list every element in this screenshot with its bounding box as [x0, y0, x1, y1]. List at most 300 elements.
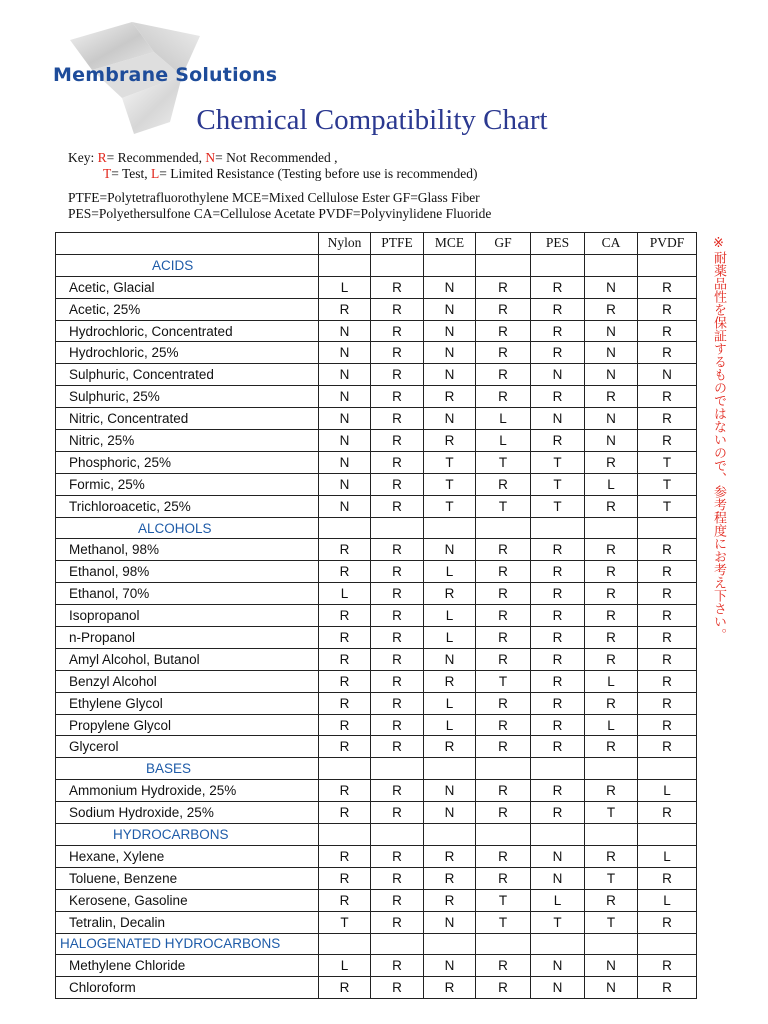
rating-cell: R: [638, 561, 697, 583]
chemical-row: [56, 648, 697, 670]
rating-cell: R: [531, 386, 585, 408]
legend-l-text: = Limited Resistance (Testing before use is recommended): [159, 166, 478, 181]
rating-cell: R: [476, 320, 531, 342]
chemical-name: Phosphoric, 25%: [56, 451, 319, 473]
empty-cell: [476, 517, 531, 539]
rating-cell: R: [371, 561, 424, 583]
chemical-name: Kerosene, Gasoline: [56, 889, 319, 911]
rating-cell: R: [638, 342, 697, 364]
rating-cell: R: [371, 320, 424, 342]
rating-cell: R: [424, 889, 476, 911]
rating-cell: R: [371, 955, 424, 977]
rating-cell: R: [638, 670, 697, 692]
rating-cell: R: [319, 977, 371, 999]
rating-cell: R: [476, 845, 531, 867]
rating-cell: R: [585, 583, 638, 605]
rating-cell: R: [476, 780, 531, 802]
compatibility-table: [55, 232, 697, 999]
rating-cell: N: [424, 276, 476, 298]
rating-cell: R: [531, 736, 585, 758]
rating-cell: R: [476, 298, 531, 320]
chemical-name: Nitric, Concentrated: [56, 408, 319, 430]
abbreviations-line-1: PTFE=Polytetrafluorothylene MCE=Mixed Cellulose Ester GF=Glass Fiber: [68, 190, 480, 205]
chemical-name: Sulphuric, Concentrated: [56, 364, 319, 386]
column-header: Nylon: [319, 233, 371, 255]
rating-cell: T: [476, 911, 531, 933]
rating-cell: N: [585, 342, 638, 364]
rating-cell: R: [319, 605, 371, 627]
rating-cell: L: [319, 955, 371, 977]
rating-cell: R: [476, 539, 531, 561]
empty-cell: [585, 758, 638, 780]
rating-cell: L: [531, 889, 585, 911]
empty-cell: [476, 824, 531, 846]
empty-cell: [424, 517, 476, 539]
rating-cell: L: [424, 714, 476, 736]
empty-cell: [476, 758, 531, 780]
rating-cell: R: [638, 320, 697, 342]
abbreviations: [68, 190, 491, 222]
rating-cell: L: [638, 845, 697, 867]
rating-cell: T: [531, 495, 585, 517]
rating-cell: R: [585, 736, 638, 758]
rating-cell: N: [424, 802, 476, 824]
rating-cell: R: [371, 648, 424, 670]
rating-cell: N: [585, 977, 638, 999]
chemical-row: [56, 889, 697, 911]
rating-cell: R: [531, 539, 585, 561]
empty-cell: [638, 933, 697, 955]
rating-cell: R: [585, 627, 638, 649]
rating-cell: N: [319, 320, 371, 342]
rating-cell: R: [638, 276, 697, 298]
rating-cell: R: [531, 714, 585, 736]
empty-cell: [371, 517, 424, 539]
rating-cell: L: [424, 692, 476, 714]
rating-cell: R: [371, 605, 424, 627]
chemical-name: Trichloroacetic, 25%: [56, 495, 319, 517]
legend-n-letter: N: [205, 150, 216, 165]
rating-cell: L: [319, 583, 371, 605]
rating-cell: R: [424, 430, 476, 452]
rating-cell: R: [531, 802, 585, 824]
chemical-row: [56, 670, 697, 692]
rating-cell: R: [319, 780, 371, 802]
empty-cell: [319, 254, 371, 276]
rating-cell: R: [371, 495, 424, 517]
section-heading: HALOGENATED HYDROCARBONS: [56, 933, 319, 955]
rating-cell: N: [585, 430, 638, 452]
rating-cell: R: [476, 736, 531, 758]
rating-cell: N: [424, 539, 476, 561]
chemical-row: [56, 539, 697, 561]
rating-cell: N: [531, 364, 585, 386]
chemical-name: Ethanol, 70%: [56, 583, 319, 605]
rating-cell: R: [585, 561, 638, 583]
rating-cell: L: [476, 408, 531, 430]
rating-cell: T: [476, 889, 531, 911]
rating-cell: R: [638, 736, 697, 758]
rating-cell: R: [476, 473, 531, 495]
rating-cell: R: [424, 583, 476, 605]
rating-cell: R: [585, 539, 638, 561]
rating-cell: N: [585, 276, 638, 298]
rating-cell: T: [531, 451, 585, 473]
rating-cell: L: [638, 780, 697, 802]
rating-cell: R: [638, 430, 697, 452]
rating-cell: N: [585, 408, 638, 430]
rating-cell: R: [638, 648, 697, 670]
chemical-name: Acetic, Glacial: [56, 276, 319, 298]
rating-cell: N: [319, 364, 371, 386]
rating-cell: N: [424, 955, 476, 977]
empty-cell: [585, 933, 638, 955]
rating-cell: R: [371, 714, 424, 736]
rating-cell: R: [638, 298, 697, 320]
rating-cell: R: [371, 736, 424, 758]
rating-cell: R: [585, 780, 638, 802]
chemical-name: Propylene Glycol: [56, 714, 319, 736]
rating-cell: T: [585, 867, 638, 889]
chemical-name: Acetic, 25%: [56, 298, 319, 320]
rating-cell: R: [371, 977, 424, 999]
rating-cell: R: [638, 802, 697, 824]
rating-cell: T: [638, 495, 697, 517]
empty-cell: [531, 933, 585, 955]
rating-cell: R: [531, 780, 585, 802]
rating-cell: N: [319, 430, 371, 452]
rating-cell: R: [476, 561, 531, 583]
rating-cell: N: [319, 473, 371, 495]
rating-cell: R: [476, 802, 531, 824]
page-title: Chemical Compatibility Chart: [196, 104, 548, 136]
rating-cell: R: [476, 977, 531, 999]
empty-cell: [319, 933, 371, 955]
empty-cell: [585, 824, 638, 846]
rating-cell: T: [424, 451, 476, 473]
side-note-japanese: ※耐薬品性を保証するものではないので、参考程度にお考え下さい。: [711, 236, 726, 641]
chemical-row: [56, 605, 697, 627]
rating-cell: L: [585, 473, 638, 495]
rating-cell: R: [319, 802, 371, 824]
rating-cell: R: [638, 867, 697, 889]
rating-cell: R: [319, 670, 371, 692]
header-blank-cell: [56, 233, 319, 255]
rating-cell: R: [371, 627, 424, 649]
rating-cell: R: [424, 977, 476, 999]
rating-cell: R: [585, 451, 638, 473]
chemical-name: n-Propanol: [56, 627, 319, 649]
rating-cell: N: [424, 911, 476, 933]
column-header: GF: [476, 233, 531, 255]
section-row: [56, 933, 697, 955]
chemical-row: [56, 867, 697, 889]
rating-cell: T: [638, 473, 697, 495]
chemical-name: Hydrochloric, Concentrated: [56, 320, 319, 342]
column-header: CA: [585, 233, 638, 255]
rating-cell: R: [371, 583, 424, 605]
chemical-name: Ethanol, 98%: [56, 561, 319, 583]
legend-line-2: [68, 166, 478, 182]
rating-cell: R: [371, 342, 424, 364]
rating-cell: R: [476, 955, 531, 977]
empty-cell: [371, 824, 424, 846]
rating-cell: R: [371, 276, 424, 298]
chemical-name: Tetralin, Decalin: [56, 911, 319, 933]
table-header-row: [56, 233, 697, 255]
rating-cell: R: [319, 627, 371, 649]
empty-cell: [585, 254, 638, 276]
empty-cell: [424, 254, 476, 276]
chemical-row: [56, 802, 697, 824]
rating-cell: N: [424, 648, 476, 670]
rating-cell: N: [319, 408, 371, 430]
empty-cell: [319, 517, 371, 539]
rating-cell: R: [371, 539, 424, 561]
chemical-name: Ammonium Hydroxide, 25%: [56, 780, 319, 802]
rating-cell: L: [424, 627, 476, 649]
rating-cell: R: [476, 342, 531, 364]
rating-cell: R: [319, 867, 371, 889]
rating-cell: R: [638, 605, 697, 627]
column-header: PVDF: [638, 233, 697, 255]
empty-cell: [319, 758, 371, 780]
empty-cell: [638, 758, 697, 780]
column-header: MCE: [424, 233, 476, 255]
rating-cell: R: [476, 276, 531, 298]
rating-cell: R: [371, 911, 424, 933]
rating-cell: R: [531, 670, 585, 692]
rating-cell: R: [319, 692, 371, 714]
chemical-row: [56, 736, 697, 758]
chemical-name: Chloroform: [56, 977, 319, 999]
rating-cell: T: [531, 911, 585, 933]
rating-cell: R: [371, 845, 424, 867]
rating-cell: N: [585, 364, 638, 386]
chemical-row: [56, 342, 697, 364]
chemical-name: Nitric, 25%: [56, 430, 319, 452]
rating-cell: R: [371, 451, 424, 473]
empty-cell: [319, 824, 371, 846]
chemical-row: [56, 714, 697, 736]
chemical-name: Sodium Hydroxide, 25%: [56, 802, 319, 824]
rating-cell: R: [531, 430, 585, 452]
rating-cell: R: [319, 714, 371, 736]
empty-cell: [371, 254, 424, 276]
empty-cell: [531, 254, 585, 276]
empty-cell: [424, 824, 476, 846]
chemical-row: [56, 583, 697, 605]
rating-cell: L: [476, 430, 531, 452]
rating-cell: R: [371, 386, 424, 408]
section-row: [56, 758, 697, 780]
rating-cell: R: [371, 780, 424, 802]
rating-cell: R: [319, 298, 371, 320]
rating-cell: T: [638, 451, 697, 473]
rating-cell: R: [371, 867, 424, 889]
empty-cell: [531, 824, 585, 846]
empty-cell: [371, 758, 424, 780]
rating-cell: N: [585, 955, 638, 977]
rating-cell: T: [424, 473, 476, 495]
empty-cell: [585, 517, 638, 539]
rating-cell: N: [424, 364, 476, 386]
rating-cell: R: [319, 736, 371, 758]
chemical-name: Formic, 25%: [56, 473, 319, 495]
empty-cell: [424, 758, 476, 780]
rating-cell: R: [424, 736, 476, 758]
rating-cell: R: [476, 583, 531, 605]
rating-cell: R: [638, 386, 697, 408]
rating-cell: T: [476, 495, 531, 517]
legend-t-letter: T: [103, 166, 112, 181]
empty-cell: [476, 933, 531, 955]
chemical-row: [56, 473, 697, 495]
rating-cell: N: [531, 408, 585, 430]
rating-cell: R: [585, 495, 638, 517]
chemical-name: Hydrochloric, 25%: [56, 342, 319, 364]
column-header: PTFE: [371, 233, 424, 255]
chemical-row: [56, 627, 697, 649]
rating-cell: R: [476, 714, 531, 736]
rating-cell: N: [319, 495, 371, 517]
rating-cell: R: [424, 867, 476, 889]
chemical-row: [56, 911, 697, 933]
rating-cell: R: [638, 583, 697, 605]
rating-cell: L: [585, 670, 638, 692]
rating-cell: R: [531, 583, 585, 605]
chemical-row: [56, 386, 697, 408]
rating-cell: R: [371, 298, 424, 320]
chemical-name: Amyl Alcohol, Butanol: [56, 648, 319, 670]
rating-cell: R: [531, 298, 585, 320]
rating-cell: L: [424, 605, 476, 627]
rating-cell: R: [638, 714, 697, 736]
rating-cell: R: [371, 692, 424, 714]
rating-cell: N: [531, 977, 585, 999]
rating-cell: R: [371, 802, 424, 824]
rating-cell: L: [424, 561, 476, 583]
chemical-name: Ethylene Glycol: [56, 692, 319, 714]
rating-cell: L: [585, 714, 638, 736]
chemical-name: Methylene Chloride: [56, 955, 319, 977]
rating-cell: N: [531, 867, 585, 889]
chemical-row: [56, 495, 697, 517]
chemical-row: [56, 276, 697, 298]
rating-cell: R: [424, 670, 476, 692]
rating-cell: R: [371, 364, 424, 386]
legend-prefix: Key:: [68, 150, 95, 165]
empty-cell: [531, 517, 585, 539]
rating-cell: R: [585, 692, 638, 714]
rating-cell: R: [476, 648, 531, 670]
rating-cell: R: [319, 648, 371, 670]
column-header: PES: [531, 233, 585, 255]
rating-cell: R: [476, 364, 531, 386]
section-heading: ALCOHOLS: [56, 517, 319, 539]
empty-cell: [638, 824, 697, 846]
rating-cell: R: [531, 627, 585, 649]
rating-cell: R: [638, 955, 697, 977]
rating-cell: R: [585, 605, 638, 627]
rating-cell: R: [585, 386, 638, 408]
chemical-row: [56, 845, 697, 867]
rating-cell: N: [319, 451, 371, 473]
chemical-row: [56, 408, 697, 430]
legend-t-text: = Test,: [111, 166, 148, 181]
rating-cell: R: [531, 561, 585, 583]
rating-cell: N: [531, 845, 585, 867]
rating-cell: R: [371, 889, 424, 911]
rating-cell: R: [476, 692, 531, 714]
legend-l-letter: L: [151, 166, 160, 181]
rating-cell: R: [371, 430, 424, 452]
rating-cell: R: [585, 648, 638, 670]
empty-cell: [371, 933, 424, 955]
legend-r-text: = Recommended,: [106, 150, 202, 165]
rating-cell: N: [531, 955, 585, 977]
chemical-row: [56, 692, 697, 714]
section-row: [56, 517, 697, 539]
rating-cell: R: [319, 889, 371, 911]
section-row: [56, 254, 697, 276]
chemical-row: [56, 364, 697, 386]
rating-cell: T: [476, 451, 531, 473]
rating-cell: R: [424, 386, 476, 408]
rating-cell: R: [424, 845, 476, 867]
rating-cell: N: [424, 780, 476, 802]
chemical-row: [56, 780, 697, 802]
rating-cell: T: [424, 495, 476, 517]
rating-cell: R: [476, 867, 531, 889]
section-heading: HYDROCARBONS: [56, 824, 319, 846]
rating-cell: R: [371, 670, 424, 692]
rating-cell: N: [319, 342, 371, 364]
rating-cell: T: [585, 911, 638, 933]
rating-cell: T: [531, 473, 585, 495]
rating-cell: R: [476, 627, 531, 649]
chemical-name: Sulphuric, 25%: [56, 386, 319, 408]
rating-cell: R: [531, 648, 585, 670]
rating-cell: N: [424, 342, 476, 364]
legend-r-letter: R: [97, 150, 107, 165]
chemical-name: Hexane, Xylene: [56, 845, 319, 867]
chemical-name: Methanol, 98%: [56, 539, 319, 561]
empty-cell: [638, 254, 697, 276]
rating-cell: T: [319, 911, 371, 933]
rating-cell: R: [319, 539, 371, 561]
rating-cell: R: [638, 408, 697, 430]
rating-cell: N: [585, 320, 638, 342]
rating-cell: R: [638, 692, 697, 714]
rating-cell: N: [638, 364, 697, 386]
rating-cell: R: [531, 320, 585, 342]
rating-cell: R: [371, 408, 424, 430]
chemical-row: [56, 561, 697, 583]
chemical-row: [56, 320, 697, 342]
legend-n-text: = Not Recommended ,: [215, 150, 338, 165]
chemical-row: [56, 430, 697, 452]
rating-cell: R: [638, 539, 697, 561]
abbreviations-line-2: PES=Polyethersulfone CA=Cellulose Acetate PVDF=Polyvinylidene Fluoride: [68, 206, 492, 221]
rating-cell: N: [424, 298, 476, 320]
rating-cell: T: [476, 670, 531, 692]
rating-cell: R: [585, 298, 638, 320]
rating-cell: R: [638, 627, 697, 649]
rating-cell: R: [531, 276, 585, 298]
rating-cell: N: [319, 386, 371, 408]
rating-cell: R: [319, 561, 371, 583]
